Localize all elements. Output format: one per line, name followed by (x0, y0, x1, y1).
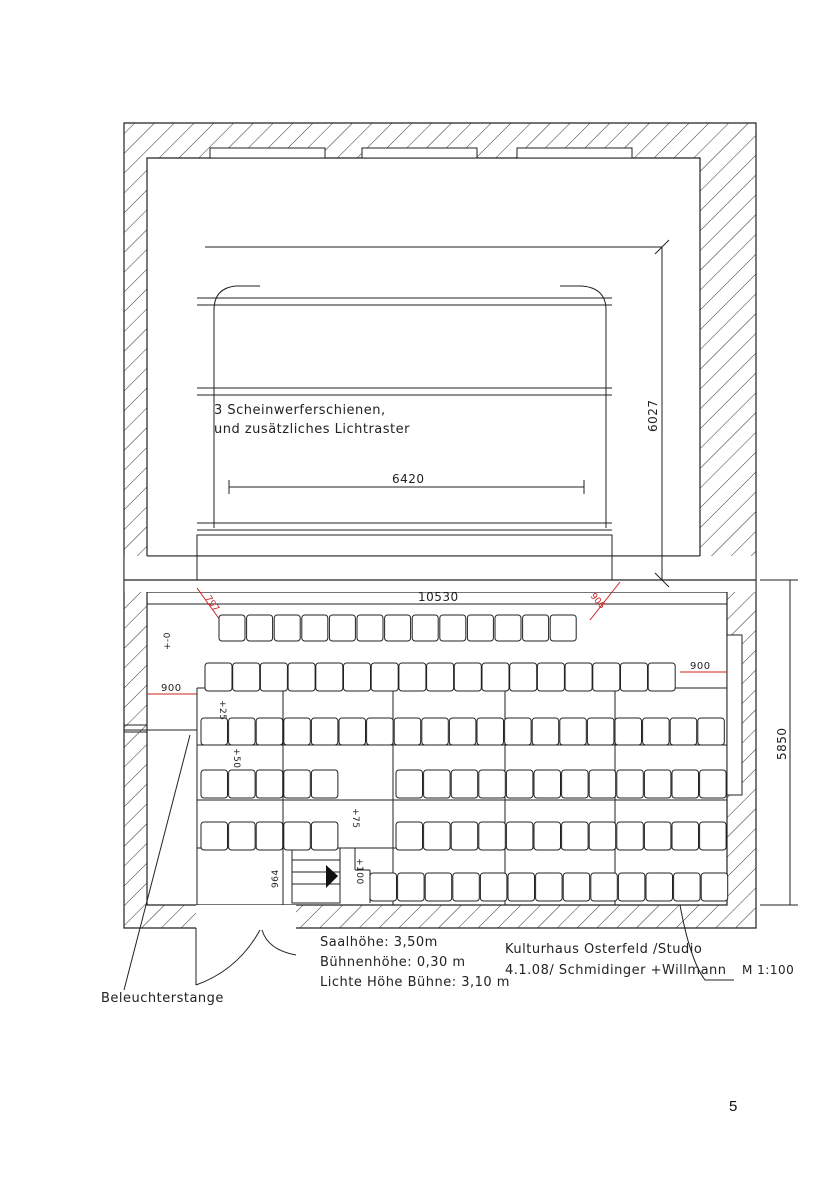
diag-left-dim: 797 (202, 593, 221, 614)
seat (482, 663, 509, 691)
seat (644, 770, 671, 798)
seat (495, 615, 521, 641)
seat (370, 873, 397, 901)
seat (284, 718, 311, 745)
seat (532, 718, 559, 745)
seat (467, 615, 493, 641)
seat (479, 770, 506, 798)
seat (302, 615, 328, 641)
seat (701, 873, 728, 901)
door-gap (196, 905, 296, 930)
lighting-bar-label: Beleuchterstange (101, 991, 224, 1006)
seating (201, 615, 728, 901)
seat (672, 822, 699, 850)
seat (672, 770, 699, 798)
seat (422, 718, 449, 745)
seat (256, 770, 283, 798)
seat (201, 770, 228, 798)
seat (536, 873, 563, 901)
level-0: +-0 (163, 631, 173, 650)
seat (698, 718, 725, 745)
seat (510, 663, 537, 691)
seat (700, 770, 727, 798)
seat (316, 663, 343, 691)
seat (534, 822, 561, 850)
seat (288, 663, 315, 691)
seat (201, 822, 228, 850)
seat (449, 718, 476, 745)
seat (247, 615, 273, 641)
drawing-date-authors: 4.1.08/ Schmidinger +Willmann (505, 963, 727, 978)
seat (339, 718, 366, 745)
aisle-left-dim: 900 (161, 683, 182, 694)
seat (589, 822, 616, 850)
seat (593, 663, 620, 691)
hall-depth-dim: 5850 (775, 727, 789, 760)
clear-height: Lichte Höhe Bühne: 3,10 m (320, 975, 510, 990)
seat (523, 615, 549, 641)
level-25: +25 (217, 700, 227, 721)
seat (644, 822, 671, 850)
seat (550, 615, 576, 641)
seat (385, 615, 411, 641)
seat (399, 663, 426, 691)
level-100: +100 (354, 858, 364, 885)
seat (367, 718, 394, 745)
seat (562, 770, 589, 798)
seat (344, 663, 371, 691)
seat (233, 663, 260, 691)
seat (618, 873, 645, 901)
stage-depth-dim: 6027 (646, 399, 660, 432)
level-50: +50 (231, 748, 241, 769)
seat (256, 822, 283, 850)
seat (453, 873, 480, 901)
aisle-right-dim: 900 (690, 661, 711, 672)
seat (643, 718, 670, 745)
seat (565, 663, 592, 691)
spots-note-2: und zusätzliches Lichtraster (214, 422, 410, 437)
window-1 (210, 148, 325, 158)
seat (648, 663, 675, 691)
right-pilaster (727, 635, 742, 795)
seat (229, 822, 256, 850)
seat (646, 873, 673, 901)
seat (591, 873, 618, 901)
seat (451, 770, 478, 798)
window-3 (517, 148, 632, 158)
level-75: +75 (350, 808, 360, 829)
drawing-scale: M 1:100 (742, 963, 795, 977)
seat (424, 770, 451, 798)
walls (124, 123, 756, 985)
seat (674, 873, 701, 901)
seat (505, 718, 531, 745)
seat (284, 822, 311, 850)
seat (398, 873, 425, 901)
seat (477, 718, 504, 745)
seat (412, 615, 438, 641)
seat (284, 770, 311, 798)
seat (480, 873, 507, 901)
seat (479, 822, 506, 850)
seat (311, 770, 338, 798)
seat (506, 770, 533, 798)
hall-width-dim: 10530 (418, 590, 459, 604)
seat (396, 822, 423, 850)
seat (229, 770, 256, 798)
seat (274, 615, 300, 641)
seat (508, 873, 535, 901)
seat (587, 718, 614, 745)
seat (201, 718, 228, 745)
seat (425, 873, 452, 901)
seat (440, 615, 466, 641)
seat (205, 663, 232, 691)
seat (617, 770, 644, 798)
door-swing (196, 930, 260, 985)
seat (537, 663, 564, 691)
diag-right-dim: 906 (587, 591, 607, 612)
seat (229, 718, 256, 745)
seat (311, 718, 338, 745)
seat (394, 718, 421, 745)
spots-note-1: 3 Scheinwerferschienen, (214, 403, 386, 418)
drawing-title: Kulturhaus Osterfeld /Studio (505, 942, 703, 957)
seat (534, 770, 561, 798)
seat (617, 822, 644, 850)
seat (589, 770, 616, 798)
seat (700, 822, 727, 850)
seat (427, 663, 454, 691)
seat (506, 822, 533, 850)
seat (311, 822, 338, 850)
seat (357, 615, 383, 641)
stage-width-dim: 6420 (392, 472, 425, 486)
wall-hatch (124, 123, 756, 928)
page-number: 5 (729, 1098, 738, 1115)
seat (329, 615, 355, 641)
seat (219, 615, 245, 641)
seat (260, 663, 287, 691)
seat (670, 718, 697, 745)
seat (256, 718, 283, 745)
seat (563, 873, 590, 901)
wall-opening (124, 556, 756, 592)
seat (454, 663, 481, 691)
seat (560, 718, 587, 745)
seat (615, 718, 642, 745)
window-2 (362, 148, 477, 158)
seat (371, 663, 398, 691)
seat (621, 663, 648, 691)
stage-height: Bühnenhöhe: 0,30 m (320, 955, 466, 970)
seat (396, 770, 423, 798)
room-height: Saalhöhe: 3,50m (320, 935, 438, 950)
stair-width-dim: 964 (271, 869, 281, 888)
seat (424, 822, 451, 850)
seat (451, 822, 478, 850)
seat (562, 822, 589, 850)
